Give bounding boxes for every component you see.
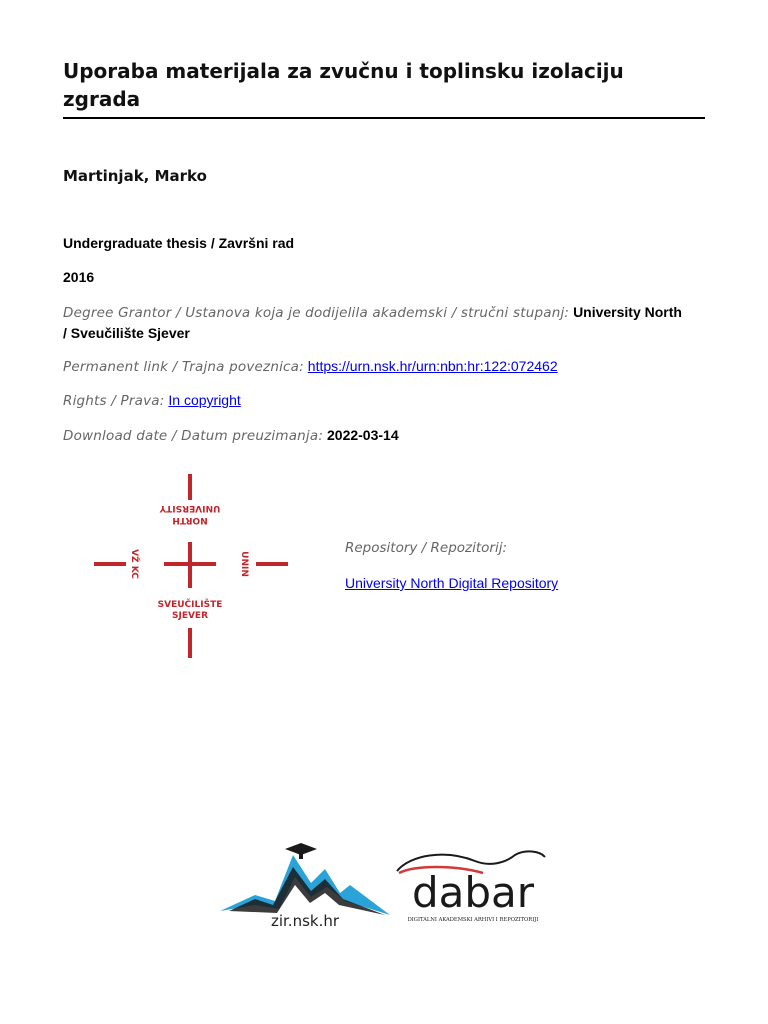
zir-text: zir.nsk.hr [270, 912, 340, 930]
dabar-subtitle: DIGITALNI AKADEMSKI ARHIVI I REPOZITORIJI [407, 917, 539, 923]
download-value: 2022-03-14 [327, 427, 399, 443]
rights-link[interactable]: In copyright [168, 392, 241, 408]
grantor-value: University North / Sveučilište Sjever [63, 304, 682, 341]
logo-text-sveuciliste: SVEUČILIŠTE [157, 600, 223, 610]
repository-link[interactable]: University North Digital Repository [345, 575, 559, 591]
degree-grantor [63, 302, 683, 343]
download-date-row [63, 427, 399, 444]
logo-text-right: UNIN [239, 551, 249, 577]
thesis-type: Undergraduate thesis / Završni rad [63, 235, 295, 251]
repository-link-row [345, 575, 558, 591]
permanent-link-row [63, 358, 558, 375]
footer-logos [215, 835, 555, 935]
logo-text-north: NORTH [172, 515, 208, 525]
dabar-logo [397, 851, 545, 923]
logo-text-sjever: SJEVER [171, 611, 209, 621]
zir-logo [220, 843, 390, 930]
document-title: Uporaba materijala za zvučnu i toplinsku izolaciju zgrada [63, 59, 624, 111]
grantor-label: Degree Grantor / Ustanova koja je dodijelila akademski / stručni stupanj: [63, 305, 570, 321]
author-name: Martinjak, Marko [63, 167, 207, 185]
dabar-text: dabar [411, 868, 535, 917]
permalink-link[interactable]: https://urn.nsk.hr/urn:nbn:hr:122:072462 [307, 358, 558, 374]
download-label: Download date / Datum preuzimanja: [63, 428, 324, 444]
logo-text-university: UNIVERSITY [159, 503, 221, 513]
logo-text-left: VŽ KC [129, 549, 139, 579]
rights-row [63, 392, 241, 409]
rights-label: Rights / Prava: [63, 393, 165, 409]
thesis-year: 2016 [63, 269, 95, 285]
repository-label: Repository / Repozitorij: [345, 540, 508, 556]
permalink-label: Permanent link / Trajna poveznica: [63, 359, 304, 375]
university-north-logo [90, 472, 290, 660]
title-divider [63, 117, 705, 119]
